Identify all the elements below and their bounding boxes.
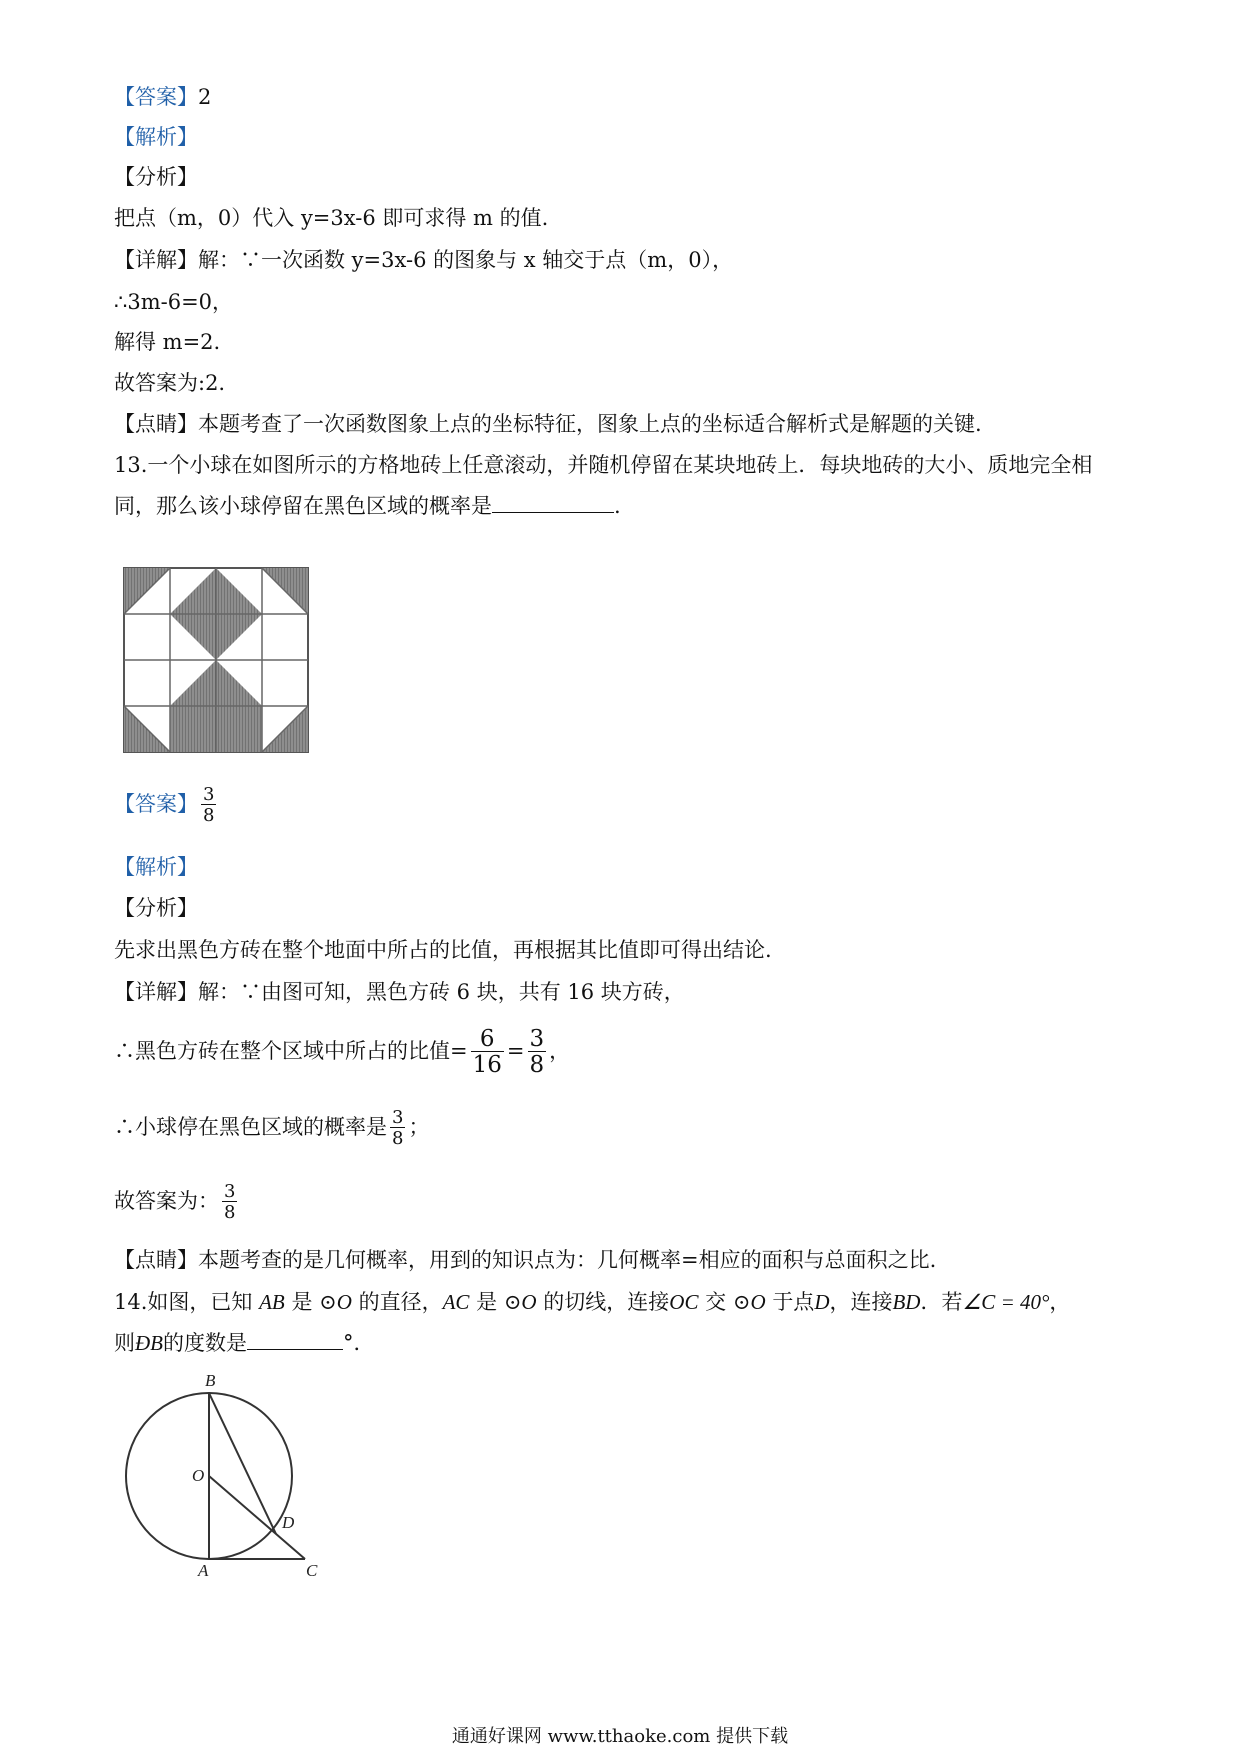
answer-fraction: $\frac{3}{8}$	[203, 784, 215, 826]
ratio-equals: =	[506, 1039, 525, 1063]
comment-tag: 【点睛】	[114, 412, 198, 436]
q13-answer-line	[114, 786, 219, 825]
stem-text: 的直径，	[358, 1290, 443, 1314]
analysis-tag: 【解析】	[114, 855, 198, 879]
comment-tag: 【点睛】	[114, 1248, 198, 1272]
label-d: D	[282, 1513, 295, 1532]
q12-step1: ∴3m-6=0，	[114, 290, 234, 314]
segment-oc: OC	[669, 1290, 699, 1314]
q14-stem-line2	[114, 1328, 375, 1358]
answer-tag: 【答案】	[114, 792, 198, 816]
ratio-fraction-1: $\frac{6}{16}$	[472, 1026, 502, 1078]
segment-bd: BD	[892, 1290, 921, 1314]
q13-final-line	[114, 1176, 240, 1226]
stem-end: .	[614, 494, 621, 518]
stem-text: ，	[1049, 1290, 1071, 1314]
stem-text: 是	[476, 1290, 498, 1314]
q12-step2: 解得 m=2.	[114, 330, 221, 354]
circle-symbol: ⊙	[503, 1290, 522, 1314]
ratio-end: ，	[549, 1039, 571, 1063]
stem-text: 14.如图，已知	[114, 1290, 253, 1314]
detail-tag: 【详解】	[114, 980, 198, 1004]
q13-stem-line2	[114, 491, 621, 521]
tile-floor-figure	[122, 566, 310, 754]
label-b: B	[205, 1371, 216, 1390]
prob-fraction: $\frac{3}{8}$	[392, 1107, 404, 1149]
q12-step3: 故答案为:2.	[114, 371, 226, 395]
stem-end: °．	[343, 1331, 375, 1355]
answer-value: 2	[198, 85, 212, 109]
detail-text: 解：∵由图可知，黑色方砖 6 块，共有 16 块方砖，	[198, 980, 685, 1004]
circle-symbol: ⊙	[319, 1290, 337, 1314]
q12-answer-line	[114, 82, 211, 112]
answer-blank	[247, 1329, 343, 1350]
arc-db: ÐB	[135, 1331, 163, 1355]
prob-end: ；	[408, 1115, 430, 1139]
stem-text: ，连接	[829, 1290, 893, 1314]
q13-detail-line	[114, 977, 685, 1007]
circle-symbol: ⊙	[732, 1290, 751, 1314]
stem-text: 是	[291, 1290, 313, 1314]
final-prefix: 故答案为：	[114, 1189, 219, 1213]
detail-text: 解：∵一次函数 y=3x-6 的图象与 x 轴交于点（m，0），	[198, 248, 734, 272]
answer-blank	[492, 492, 614, 513]
ratio-fraction-2: $\frac{3}{8}$	[529, 1026, 545, 1078]
black-tile	[170, 706, 216, 752]
q13-analysis-line	[114, 852, 198, 882]
comment-text: 本题考查了一次函数图象上点的坐标特征，图象上点的坐标适合解析式是解题的关键.	[198, 412, 982, 436]
point-o: O	[750, 1290, 766, 1314]
stem-text: 交	[705, 1290, 727, 1314]
analysis-tag: 【解析】	[114, 125, 198, 149]
stem-text: ．若	[920, 1290, 963, 1314]
label-o: O	[192, 1466, 205, 1485]
stem-text: 于点	[772, 1290, 815, 1314]
q12-detail-line	[114, 245, 733, 275]
answer-tag: 【答案】	[114, 85, 198, 109]
prob-prefix: ∴小球停在黑色区域的概率是	[114, 1115, 387, 1139]
segment-ac: AC	[442, 1290, 470, 1314]
q12-analysis-line	[114, 122, 198, 152]
ratio-prefix: ∴黑色方砖在整个区域中所占的比值=	[114, 1039, 468, 1063]
label-a: A	[198, 1561, 209, 1578]
point-d: D	[814, 1290, 830, 1314]
circle-tangent-figure	[110, 1368, 340, 1578]
detail-tag: 【详解】	[114, 248, 198, 272]
q13-stem-line1: 13.一个小球在如图所示的方格地砖上任意滚动，并随机停留在某块地砖上．每块地砖的大小、质地完全相	[114, 453, 1093, 477]
stem-text: 的切线，连接	[543, 1290, 670, 1314]
angle-c: ∠C = 40°	[962, 1290, 1050, 1314]
stem-text: 则	[114, 1331, 135, 1355]
q13-fenxi-text: 先求出黑色方砖在整个地面中所占的比值，再根据其比值即可得出结论.	[114, 938, 772, 962]
q12-fenxi-text: 把点（m，0）代入 y=3x-6 即可求得 m 的值.	[114, 206, 549, 230]
stem-text: 的度数是	[163, 1331, 247, 1355]
q14-stem-line1	[114, 1287, 1070, 1317]
black-tile	[216, 706, 262, 752]
final-fraction: $\frac{3}{8}$	[224, 1181, 236, 1223]
q12-comment-line	[114, 409, 982, 439]
q13-prob-line	[114, 1102, 429, 1152]
label-c: C	[306, 1561, 318, 1578]
comment-text: 本题考查的是几何概率，用到的知识点为：几何概率=相应的面积与总面积之比.	[198, 1248, 937, 1272]
q13-ratio-line	[114, 1022, 570, 1080]
point-o: O	[336, 1290, 352, 1314]
q13-fenxi-tag: 【分析】	[114, 896, 198, 920]
segment-ab: AB	[259, 1290, 285, 1314]
page-footer: 通通好课网 www.tthaoke.com 提供下载	[451, 1726, 789, 1747]
q13-comment-line	[114, 1245, 936, 1275]
stem-text: 同，那么该小球停留在黑色区域的概率是	[114, 494, 492, 518]
point-o: O	[521, 1290, 537, 1314]
line-bd	[209, 1393, 276, 1534]
q12-fenxi-tag: 【分析】	[114, 165, 198, 189]
